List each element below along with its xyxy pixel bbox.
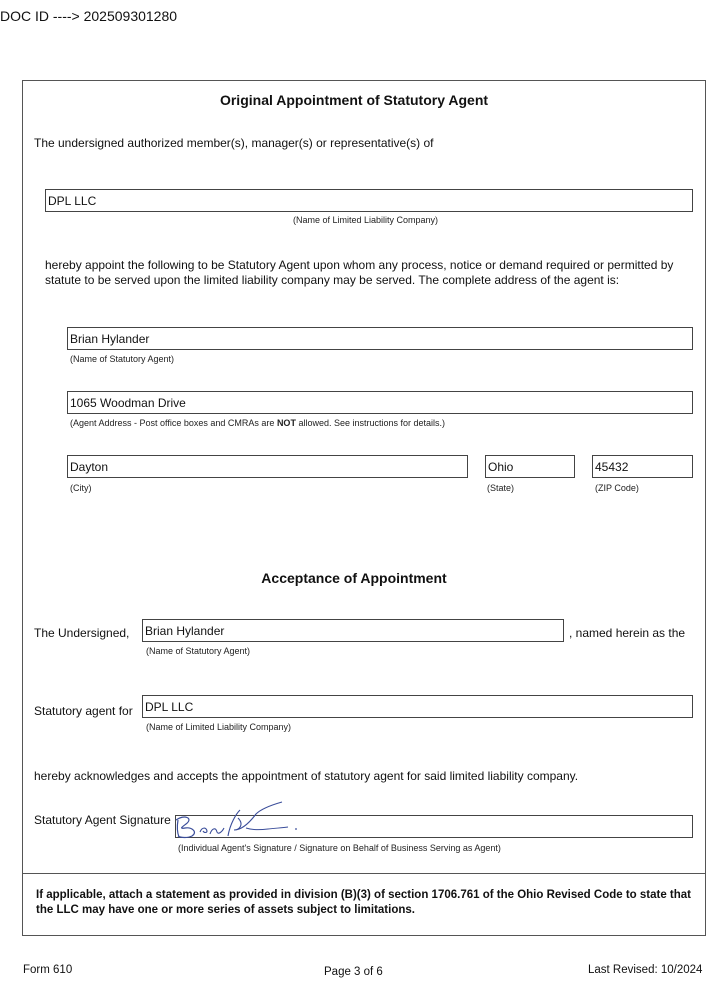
acceptance-agent-name-field[interactable]: Brian Hylander (142, 619, 564, 642)
page-number: Page 3 of 6 (324, 966, 383, 978)
zip-field[interactable]: 45432 (592, 455, 693, 478)
series-note: If applicable, attach a statement as provided in division (B)(3) of section 1706.761 of the Ohio Revised Code to state that the LLC may have one or more series of assets subject to limitations. (36, 889, 692, 916)
acceptance-title: Acceptance of Appointment (261, 570, 447, 586)
agent-address-caption: (Agent Address - Post office boxes and CMRAs are NOT allowed. See instructions for details.) (70, 418, 446, 428)
named-herein-text: , named herein as the (569, 626, 686, 640)
state-field[interactable]: Ohio (485, 455, 575, 478)
last-revised: Last Revised: 10/2024 (588, 964, 703, 976)
acknowledge-text: hereby acknowledges and accepts the appointment of statutory agent for said limited liability company. (34, 769, 579, 783)
city-field[interactable]: Dayton (67, 455, 468, 478)
undersigned-label: The Undersigned, (34, 626, 130, 640)
acceptance-agent-caption: (Name of Statutory Agent) (146, 646, 251, 656)
state-caption: (State) (487, 483, 515, 493)
agent-name-caption: (Name of Statutory Agent) (70, 354, 175, 364)
form-number: Form 610 (23, 964, 73, 976)
signature-label: Statutory Agent Signature (34, 813, 171, 827)
agent-name-field[interactable]: Brian Hylander (67, 327, 693, 350)
section-divider (23, 873, 706, 874)
appoint-text: hereby appoint the following to be Statutory Agent upon whom any process, notice or demand required or permitted by statute to be served upon the limited liability company may be served. The complete address of the agent is: (45, 258, 674, 287)
appointment-intro: The undersigned authorized member(s), manager(s) or representative(s) of (34, 136, 434, 150)
agent-address-field[interactable]: 1065 Woodman Drive (67, 391, 693, 414)
acceptance-llc-caption: (Name of Limited Liability Company) (146, 722, 292, 732)
acceptance-llc-field[interactable]: DPL LLC (142, 695, 693, 718)
appointment-title: Original Appointment of Statutory Agent (219, 92, 489, 108)
llc-name-caption: (Name of Limited Liability Company) (293, 215, 439, 225)
signature-image (172, 800, 302, 842)
city-caption: (City) (70, 483, 92, 493)
llc-name-field[interactable]: DPL LLC (45, 189, 693, 212)
doc-id: DOC ID ----> 202509301280 (0, 8, 178, 24)
signature-caption: (Individual Agent's Signature / Signature on Behalf of Business Serving as Agent) (178, 843, 501, 853)
zip-caption: (ZIP Code) (595, 483, 639, 493)
agent-for-label: Statutory agent for (34, 704, 133, 718)
